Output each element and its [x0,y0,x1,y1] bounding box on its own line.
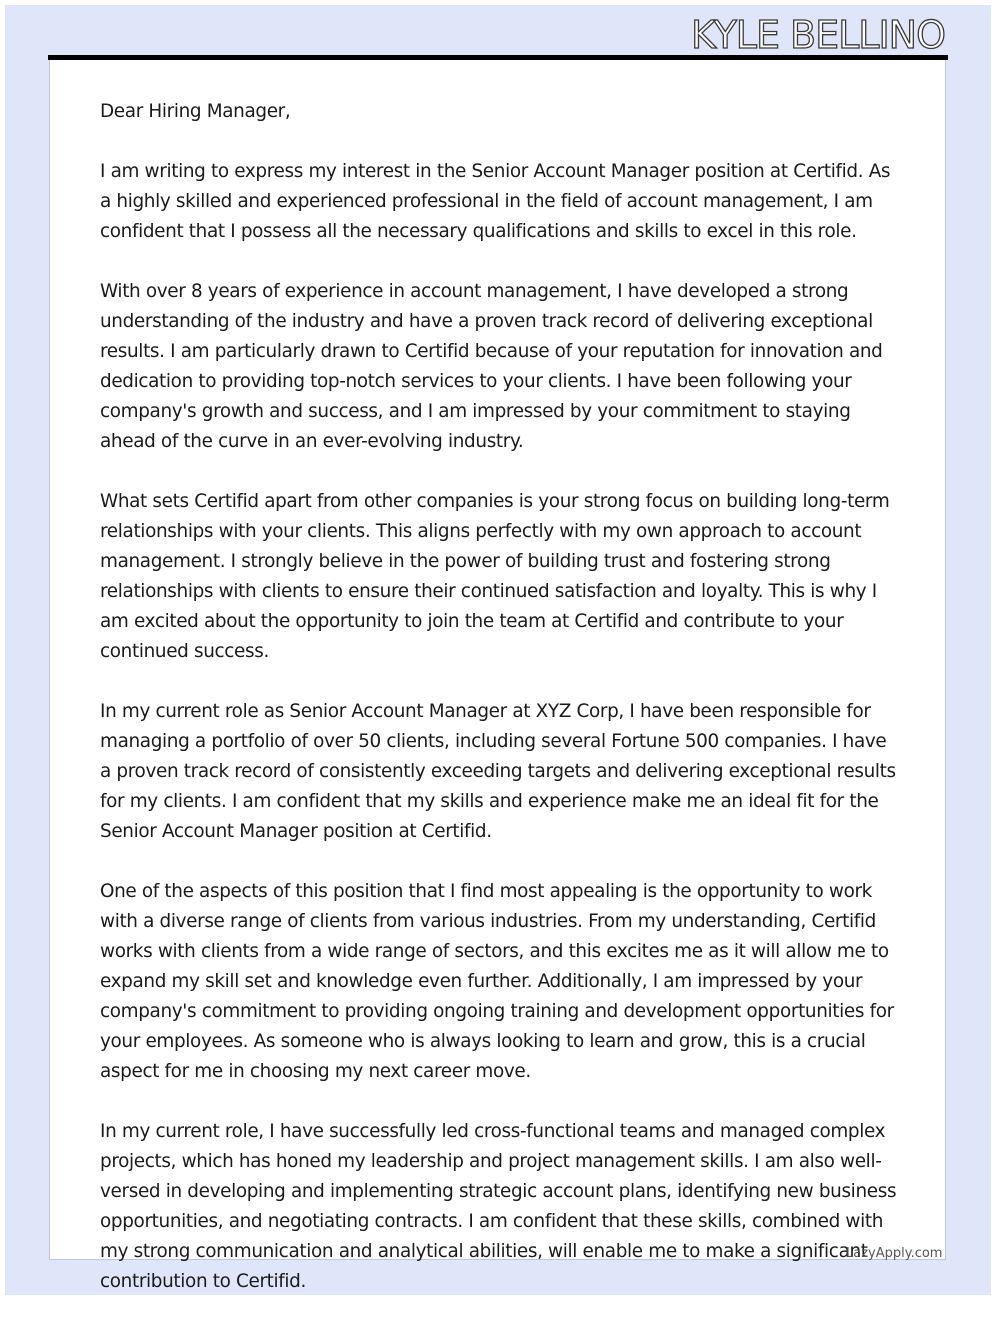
letter-salutation: Dear Hiring Manager, [100,101,291,122]
letter-paragraph: In my current role as Senior Account Manager at XYZ Corp, I have been responsible for managing a portfolio of over 50 clients, including several Fortune 500 companies. I have a proven track record of consistently exceeding targets and delivering exceptional results for my clients. I am confident that my skills and experience make me an ideal fit for the Senior Account Manager position at Certifid. [100,701,896,842]
cover-letter-body [100,97,900,1327]
letter-paragraph: One of the aspects of this position that I find most appealing is the opportunity to work with a diverse range of clients from various industries. From my understanding, Certifid works with clients from a wide range of sectors, and this excites me as it will allow me to expand my skill set and knowledge even further. Additionally, I am impressed by your company's commitment to providing ongoing training and development opportunities for your employees. As someone who is always looking to learn and grow, this is a crucial aspect for me in choosing my next career move. [100,881,894,1082]
applicant-name: KYLE BELLINO [691,13,945,57]
letter-paragraph: In my current role, I have successfully led cross-functional teams and managed complex projects, which has honed my leadership and project management skills. I am also well-versed in developing and implementing strategic account plans, identifying new business opportunities, and negotiating contracts. I am confident that these skills, combined with my strong communication and analytical abilities, will enable me to make a significant contribution to Certifid. [100,1121,897,1292]
letter-paragraph: With over 8 years of experience in account management, I have developed a strong understanding of the industry and have a proven track record of delivering exceptional results. I am particularly drawn to Certifid because of your reputation for innovation and dedication to providing top-notch services to your clients. I have been following your company's growth and success, and I am impressed by your commitment to staying ahead of the curve in an ever-evolving industry. [100,281,883,452]
watermark-text: LazyApply.com [846,1246,943,1261]
letter-paragraph: What sets Certifid apart from other companies is your strong focus on building long-term relationships with your clients. This aligns perfectly with my own approach to account management. I strongly believe in the power of building trust and fostering strong relationships with clients to ensure their continued satisfaction and loyalty. This is why I am excited about the opportunity to join the team at Certifid and contribute to your continued success. [100,491,890,662]
letter-paragraph: I am writing to express my interest in the Senior Account Manager position at Certifid. As a highly skilled and experienced professional in the field of account management, I am confident that I possess all the necessary qualifications and skills to excel in this role. [100,161,891,242]
